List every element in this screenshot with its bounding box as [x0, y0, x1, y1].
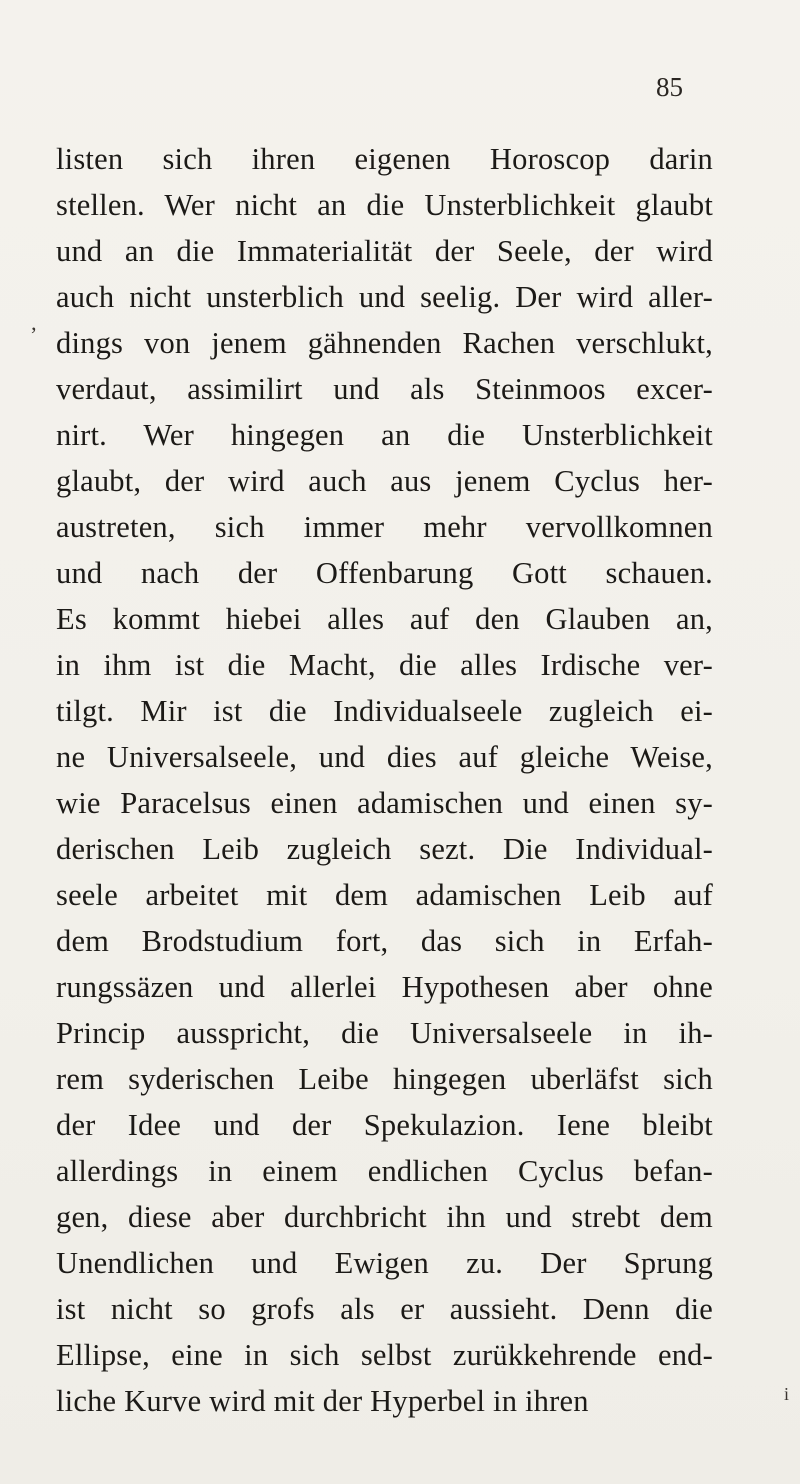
text-line: listen sich ihren eigenen Horoscop darin — [56, 142, 713, 176]
text-line: verdaut, assimilirt und als Steinmoos excer- — [56, 372, 713, 406]
text-line: dings von jenem gähnenden Rachen verschlukt, — [56, 326, 713, 360]
text-line: ne Universalseele, und dies auf gleiche Weise, — [56, 740, 713, 774]
text-line: Es kommt hiebei alles auf den Glauben an, — [56, 602, 713, 636]
text-line: in ihm ist die Macht, die alles Irdische ver- — [56, 648, 713, 682]
text-line: auch nicht unsterblich und seelig. Der wird aller- — [56, 280, 713, 314]
margin-speck: і — [784, 1384, 790, 1404]
text-line: nirt. Wer hingegen an die Unsterblichkeit — [56, 418, 713, 452]
text-line: allerdings in einem endlichen Cyclus befan- — [56, 1154, 713, 1188]
text-line: wie Paracelsus einen adamischen und einen sy- — [56, 786, 713, 820]
text-line: austreten, sich immer mehr vervollkomnen — [56, 510, 713, 544]
text-line: rungssäzen und allerlei Hypothesen aber ohne — [56, 970, 713, 1004]
text-line: liche Kurve wird mit der Hyperbel in ihren — [56, 1384, 589, 1418]
page-number: 85 — [656, 72, 683, 102]
text-line: und an die Immaterialität der Seele, der wird — [56, 234, 713, 268]
margin-speck: ‚ — [30, 310, 38, 335]
text-line: ist nicht so grofs als er aussieht. Denn die — [56, 1292, 713, 1326]
text-line: und nach der Offenbarung Gott schauen. — [56, 556, 713, 590]
text-line: der Idee und der Spekulazion. Iene bleibt — [56, 1108, 713, 1142]
text-line: Ellipse, eine in sich selbst zurükkehrende end- — [56, 1338, 713, 1372]
text-line: gen, diese aber durchbricht ihn und strebt dem — [56, 1200, 713, 1234]
text-line: Princip ausspricht, die Universalseele in ih- — [56, 1016, 713, 1050]
text-line: seele arbeitet mit dem adamischen Leib auf — [56, 878, 713, 912]
text-line: dem Brodstudium fort, das sich in Erfah- — [56, 924, 713, 958]
text-line: rem syderischen Leibe hingegen uberläfst sich — [56, 1062, 713, 1096]
text-line: tilgt. Mir ist die Individualseele zugleich ei- — [56, 694, 713, 728]
text-line: glaubt, der wird auch aus jenem Cyclus her- — [56, 464, 713, 498]
text-line: stellen. Wer nicht an die Unsterblichkeit glaubt — [56, 188, 713, 222]
text-line: derischen Leib zugleich sezt. Die Individual- — [56, 832, 713, 866]
text-line: Unendlichen und Ewigen zu. Der Sprung — [56, 1246, 713, 1280]
